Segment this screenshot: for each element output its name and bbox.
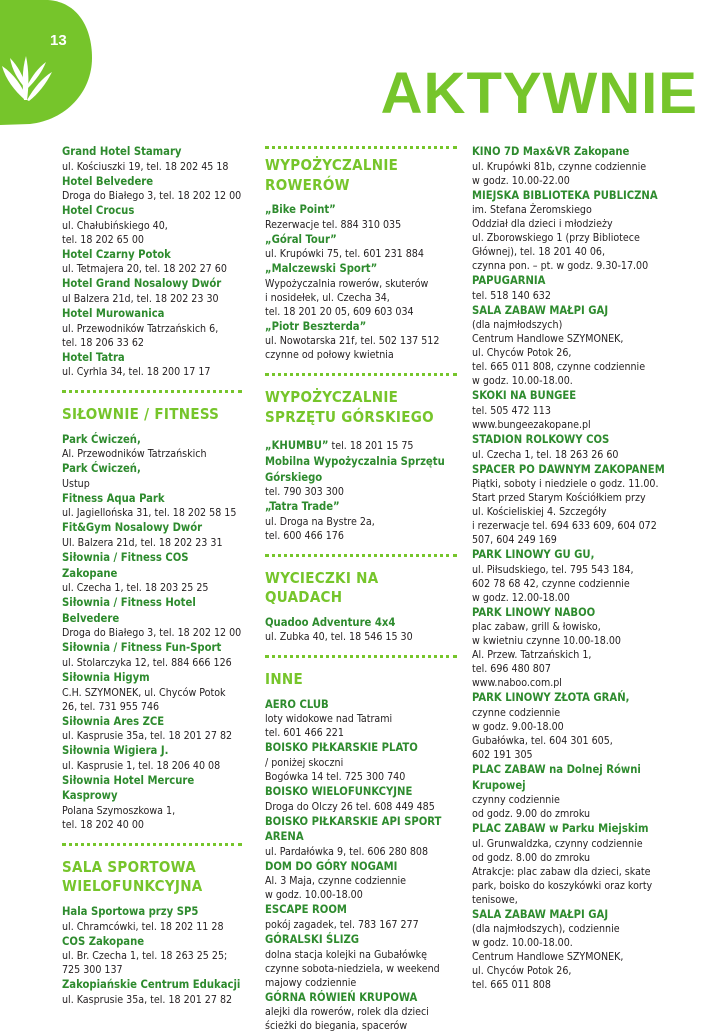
list-item — [62, 306, 242, 350]
entry-detail: ul. Tetmajera 20, tel. 18 202 27 60 — [62, 263, 227, 276]
list-item — [472, 388, 668, 432]
entry-detail: 602 191 305 — [472, 748, 533, 761]
entry-detail: w godz. 10.00-22.00 — [472, 174, 570, 187]
entry-name: DOM DO GÓRY NOGAMI — [265, 859, 398, 873]
entry-name: Siłownia / Fitness Fun-Sport — [62, 641, 222, 655]
entry-detail: w godz. 12.00-18.00 — [472, 591, 570, 604]
entry-detail: Gubałówka, tel. 604 301 605, — [472, 734, 613, 747]
list-item — [472, 762, 668, 821]
entry-name: Hotel Grand Nosalowy Dwór — [62, 277, 222, 291]
entry-detail: ul. Grunwaldzka, czynny codziennie — [472, 837, 643, 850]
entry-detail: alejki dla rowerów, rolek dla dzieci — [265, 1006, 429, 1019]
entry-detail: w godz. 10.00-18.00. — [472, 375, 573, 388]
entry-detail: ul. Czecha 1, tel. 18 263 26 60 — [472, 448, 619, 461]
entry-detail: ścieżki do biegania, spacerów — [265, 1020, 408, 1033]
entry-name: Park Ćwiczeń, — [62, 462, 141, 476]
entry-detail: tel. 18 206 33 62 — [62, 336, 144, 349]
entry-name: BOISKO WIELOFUNKCYJNE — [265, 785, 413, 799]
entry-detail: ul. Kościeliskiej 4. Szczegóły — [472, 506, 607, 519]
entry-detail: (dla najmłodszych), codziennie — [472, 923, 620, 936]
list-item — [472, 462, 668, 548]
list-item — [62, 432, 242, 462]
column-1 — [62, 144, 242, 1007]
list-item — [265, 814, 457, 859]
list-item — [265, 740, 457, 784]
dotted-divider — [62, 843, 242, 846]
column-3 — [472, 144, 668, 992]
entry-name: GÓRNA RÓWIEŃ KRUPOWA — [265, 990, 418, 1004]
dotted-divider — [265, 146, 457, 149]
entry-detail: od godz. 8.00 do zmroku — [472, 851, 591, 864]
entry-detail: ul. Kościuszki 19, tel. 18 202 45 18 — [62, 160, 229, 173]
entry-detail: ul. Krupówki 81b, czynne codziennie — [472, 160, 647, 173]
entry-detail: ul. Kasprusie 35a, tel. 18 201 27 82 — [62, 730, 233, 743]
entry-name: PLAC ZABAW na Dolnej Równi Krupowej — [472, 762, 641, 792]
entry-name: STADION ROLKOWY COS — [472, 432, 610, 446]
entry-name: „Piotr Beszterda” — [265, 319, 367, 333]
entry-detail: Oddział dla dzieci i młodzieży — [472, 218, 613, 231]
section-heading-quad-trips: WYCIECZKI NA QUADACH — [265, 568, 379, 607]
entry-name: GÓRALSKI ŚLIZG — [265, 933, 360, 946]
list-item — [472, 432, 668, 462]
list-item — [62, 904, 242, 934]
entry-detail: www.naboo.com.pl — [472, 677, 562, 690]
list-item — [265, 232, 457, 262]
dotted-divider — [62, 390, 242, 393]
entry-detail: Droga do Olczy 26 tel. 608 449 485 — [265, 800, 435, 813]
entry-detail: tel. 505 472 113 — [472, 404, 551, 417]
entry-name: Siłownia Hotel Mercure Kasprowy — [62, 773, 195, 803]
entry-name: Mobilna Wypożyczalnia Sprzętu Górskiego — [265, 454, 445, 484]
section-heading-mountain-gear: WYPOŻYCZALNIE SPRZĘTU GÓRSKIEGO — [265, 388, 434, 426]
entry-detail: czynne sobota-niedziela, w weekend — [265, 962, 440, 975]
entry-detail: www.bungeezakopane.pl — [472, 418, 591, 431]
entry-name: SALA ZABAW MAŁPI GAJ — [472, 907, 609, 921]
entry-name: Hotel Murowanica — [62, 306, 165, 320]
entry-name: Hotel Czarny Potok — [62, 247, 171, 261]
entry-name: Siłownia Wigiera J. — [62, 744, 169, 758]
entry-detail: tel. 696 480 807 — [472, 663, 551, 676]
entry-detail: (dla najmłodszych) — [472, 319, 563, 332]
entry-detail: Droga do Białego 3, tel. 18 202 12 00 — [62, 190, 242, 203]
entry-name: SPACER PO DAWNYM ZAKOPANEM — [472, 462, 665, 476]
entry-detail: czynne codziennie — [472, 706, 561, 719]
entry-detail: tel. 18 201 20 05, 609 603 034 — [265, 305, 414, 318]
entry-detail: ul. Zubka 40, tel. 18 546 15 30 — [265, 631, 413, 644]
entry-detail: loty widokowe nad Tatrami — [265, 713, 393, 726]
entry-detail: tel. 18 202 40 00 — [62, 818, 144, 831]
entry-detail: ul. Stolarczyka 12, tel. 884 666 126 — [62, 657, 232, 669]
list-item — [265, 784, 457, 814]
list-item — [472, 188, 668, 274]
list-item — [62, 934, 242, 978]
entry-detail: ul Balzera 21d, tel. 18 202 23 30 — [62, 292, 219, 305]
entry-detail: i rezerwacje tel. 694 633 609, 604 072 — [472, 520, 657, 533]
list-item — [265, 859, 457, 903]
entry-name: Zakopiańskie Centrum Edukacji — [62, 978, 241, 992]
list-item — [472, 273, 668, 303]
list-item — [472, 547, 668, 605]
entry-name: „Bike Point” — [265, 203, 336, 216]
list-item — [62, 276, 242, 306]
entry-name: PLAC ZABAW w Parku Miejskim — [472, 822, 649, 836]
sport-hall-list — [62, 904, 242, 1007]
fitness-list — [62, 432, 242, 832]
entry-name: Siłownia Higym — [62, 671, 150, 684]
entry-detail: Wypożyczalnia rowerów, skuterów — [265, 277, 429, 290]
list-item — [62, 461, 242, 491]
entry-detail: od godz. 9.00 do zmroku — [472, 808, 591, 821]
entry-name: SKOKI NA BUNGEE — [472, 389, 577, 403]
entry-phone: tel. 18 201 15 75 — [328, 440, 414, 453]
entry-detail: ul. Cyrhla 34, tel. 18 200 17 17 — [62, 366, 211, 379]
entry-name: SALA ZABAW MAŁPI GAJ — [472, 303, 609, 317]
entry-detail: ul. Droga na Bystre 2a, — [265, 515, 375, 528]
entry-detail: ul. Przewodników Tatrzańskich 6, — [62, 322, 219, 335]
entry-name: „KHUMBU” — [265, 439, 329, 453]
entry-detail: czynny codziennie — [472, 794, 560, 807]
entry-detail: ul. Czecha 1, tel. 18 203 25 25 — [62, 582, 209, 595]
entry-name: AERO CLUB — [265, 697, 329, 711]
entry-detail: 26, tel. 731 955 746 — [62, 700, 160, 713]
entry-name: COS Zakopane — [62, 934, 145, 948]
entry-detail: tel. 600 466 176 — [265, 529, 344, 542]
list-item — [62, 714, 242, 744]
entry-detail: tel. 18 202 65 00 — [62, 233, 144, 246]
entry-name: „Góral Tour” — [265, 232, 337, 246]
entry-detail: i nosidełek, ul. Czecha 34, — [265, 291, 390, 304]
entry-detail: ul. Zborowskiego 1 (przy Bibliotece — [472, 232, 640, 245]
list-item — [265, 499, 457, 543]
dotted-divider — [265, 554, 457, 557]
entry-name: BOISKO PIŁKARSKIE PLATO — [265, 741, 418, 755]
entry-detail: ul. Piłsudskiego, tel. 795 543 184, — [472, 563, 634, 576]
entry-detail: Atrakcje: plac zabaw dla dzieci, skate — [472, 865, 651, 878]
entry-name: Grand Hotel Stamary — [62, 145, 182, 158]
entry-name: PAPUGARNIA — [472, 274, 546, 288]
list-item — [265, 261, 457, 319]
entry-name: PARK LINOWY GU GU, — [472, 548, 595, 562]
entry-detail: Ul. Balzera 21d, tel. 18 202 23 31 — [62, 537, 223, 550]
entry-detail: park, boisko do koszykówki oraz korty — [472, 879, 653, 892]
list-item — [62, 743, 242, 773]
entry-detail: w godz. 9.00-18.00 — [472, 720, 564, 733]
entry-detail: ul. Chramcówki, tel. 18 202 11 28 — [62, 920, 224, 933]
entry-name: „Tatra Trade” — [265, 500, 340, 514]
list-item — [472, 821, 668, 907]
list-item — [62, 174, 242, 204]
entry-detail: C.H. SZYMONEK, ul. Chyców Potok — [62, 686, 226, 699]
other-list — [265, 697, 457, 1033]
entry-name: PARK LINOWY NABOO — [472, 605, 596, 619]
entry-detail: Al. Przew. Tatrzańskich 1, — [472, 649, 592, 662]
entry-detail: ul. Jagiellońska 31, tel. 18 202 58 15 — [62, 507, 237, 520]
list-item — [62, 247, 242, 277]
entry-name: KINO 7D Max&VR Zakopane — [472, 145, 630, 158]
list-item — [62, 203, 242, 247]
list-item — [62, 550, 242, 595]
entry-name: „Malczewski Sport” — [265, 262, 378, 276]
entry-detail: im. Stefana Żeromskiego — [472, 204, 592, 217]
entry-detail: czynna pon. – pt. w godz. 9.30-17.00 — [472, 260, 649, 273]
list-item — [265, 902, 457, 932]
quad-trips-list — [265, 615, 457, 645]
entry-detail: 507, 604 249 169 — [472, 534, 557, 547]
bike-rental-list — [265, 202, 457, 362]
entry-detail: 725 300 137 — [62, 964, 123, 977]
entry-detail: Al. Przewodników Tatrzańskich — [62, 448, 207, 461]
entry-detail: ul. Br. Czecha 1, tel. 18 263 25 25; — [62, 950, 228, 963]
list-item — [472, 605, 668, 691]
column-2 — [265, 144, 457, 1033]
section-heading-fitness: SIŁOWNIE / FITNESS — [62, 405, 220, 424]
entry-detail: ul. Pardałówka 9, tel. 606 280 808 — [265, 845, 429, 858]
entry-name: Siłownia Ares ZCE — [62, 714, 165, 728]
entry-name: MIEJSKA BIBLIOTEKA PUBLICZNA — [472, 188, 658, 202]
entry-detail: ul. Chyców Potok 26, — [472, 965, 572, 978]
entry-detail: plac zabaw, grill & łowisko, — [472, 621, 601, 634]
entry-detail: ul. Krupówki 75, tel. 601 231 884 — [265, 248, 424, 261]
list-item — [62, 977, 242, 1007]
list-item — [62, 595, 242, 640]
list-item — [265, 202, 457, 232]
corner-leaf-badge — [0, 0, 100, 125]
entry-detail: czynne od połowy kwietnia — [265, 349, 394, 362]
list-item — [62, 350, 242, 380]
entry-detail: Polana Szymoszkowa 1, — [62, 804, 176, 817]
entry-detail: Bogówka 14 tel. 725 300 740 — [265, 771, 406, 784]
entry-detail: dolna stacja kolejki na Gubałówkę — [265, 948, 428, 961]
entry-detail: tel. 601 466 221 — [265, 727, 344, 740]
entry-detail: 602 78 68 42, czynne codziennie — [472, 577, 630, 590]
entry-detail: / poniżej skoczni — [265, 757, 344, 770]
entry-name: Siłownia / Fitness COS Zakopane — [62, 551, 189, 580]
list-item — [62, 670, 242, 714]
entry-detail: majowy codziennie — [265, 976, 357, 989]
entry-detail: Centrum Handlowe SZYMONEK, — [472, 951, 624, 964]
page-title: AKTYWNIE — [380, 61, 698, 126]
attractions-list — [472, 144, 668, 992]
entry-detail: ul. Chałubińskiego 40, — [62, 219, 168, 232]
entry-detail: Rezerwacje tel. 884 310 035 — [265, 218, 402, 231]
section-heading-sport-hall: SALA SPORTOWA WIELOFUNKCYJNA — [62, 857, 203, 896]
list-item — [472, 303, 668, 389]
list-item — [265, 434, 457, 454]
list-item — [265, 697, 457, 741]
section-heading-other: INNE — [265, 670, 304, 689]
entry-detail: w kwietniu czynne 10.00-18.00 — [472, 635, 621, 648]
entry-name: Fit&Gym Nosalowy Dwór — [62, 521, 203, 535]
section-heading-bike-rental: WYPOŻYCZALNIE ROWERÓW — [265, 156, 399, 194]
entry-name: Hala Sportowa przy SP5 — [62, 904, 199, 918]
mountain-gear-list — [265, 454, 457, 543]
entry-detail: pokój zagadek, tel. 783 167 277 — [265, 919, 419, 931]
entry-detail: tenisowe, — [472, 893, 518, 906]
entry-name: Quadoo Adventure 4x4 — [265, 615, 396, 629]
entry-detail: ul. Kasprusie 35a, tel. 18 201 27 82 — [62, 993, 233, 1006]
list-item — [62, 640, 242, 670]
list-item — [265, 615, 457, 645]
entry-detail: w godz. 10.00-18.00. — [472, 937, 573, 950]
entry-detail: Al. 3 Maja, czynne codziennie — [265, 875, 407, 888]
entry-detail: tel. 518 140 632 — [472, 289, 551, 302]
list-item — [62, 491, 242, 521]
entry-detail: Start przed Starym Kościółkiem przy — [472, 492, 646, 505]
page-number: 13 — [50, 32, 67, 49]
entry-name: Park Ćwiczeń, — [62, 432, 141, 446]
list-item — [472, 907, 668, 993]
entry-name: Fitness Aqua Park — [62, 491, 165, 505]
entry-detail: Centrum Handlowe SZYMONEK, — [472, 333, 624, 346]
dotted-divider — [265, 655, 457, 658]
entry-detail: Ustup — [62, 477, 90, 490]
hotel-list — [62, 144, 242, 379]
entry-detail: tel. 665 011 808 — [472, 979, 551, 992]
list-item — [472, 690, 668, 762]
entry-name: Hotel Belvedere — [62, 174, 154, 188]
entry-name: PARK LINOWY ZŁOTA GRAŃ, — [472, 691, 630, 705]
entry-detail: ul. Kasprusie 1, tel. 18 206 40 08 — [62, 759, 221, 772]
entry-detail: Droga do Białego 3, tel. 18 202 12 00 — [62, 627, 242, 640]
list-item — [265, 932, 457, 990]
list-item — [265, 319, 457, 363]
entry-detail: Głównej), tel. 18 201 40 06, — [472, 246, 606, 259]
entry-name: Hotel Crocus — [62, 204, 135, 218]
entry-name: ESCAPE ROOM — [265, 903, 347, 917]
list-item — [265, 454, 457, 499]
entry-detail: tel. 665 011 808, czynne codziennie — [472, 361, 646, 374]
list-item — [472, 144, 668, 188]
list-item — [62, 520, 242, 550]
entry-name: BOISKO PIŁKARSKIE API SPORT ARENA — [265, 814, 442, 844]
entry-name: Siłownia / Fitness Hotel Belvedere — [62, 596, 196, 625]
entry-detail: ul. Chyców Potok 26, — [472, 347, 572, 360]
entry-name: Hotel Tatra — [62, 350, 125, 364]
entry-detail: tel. 790 303 300 — [265, 486, 344, 499]
entry-detail: w godz. 10.00-18.00 — [265, 889, 363, 902]
entry-detail: Piątki, soboty i niedziele o godz. 11.00. — [472, 478, 659, 491]
list-item — [265, 990, 457, 1033]
list-item — [62, 144, 242, 174]
dotted-divider — [265, 373, 457, 376]
list-item — [62, 773, 242, 832]
entry-detail: ul. Nowotarska 21f, tel. 502 137 512 — [265, 335, 440, 348]
